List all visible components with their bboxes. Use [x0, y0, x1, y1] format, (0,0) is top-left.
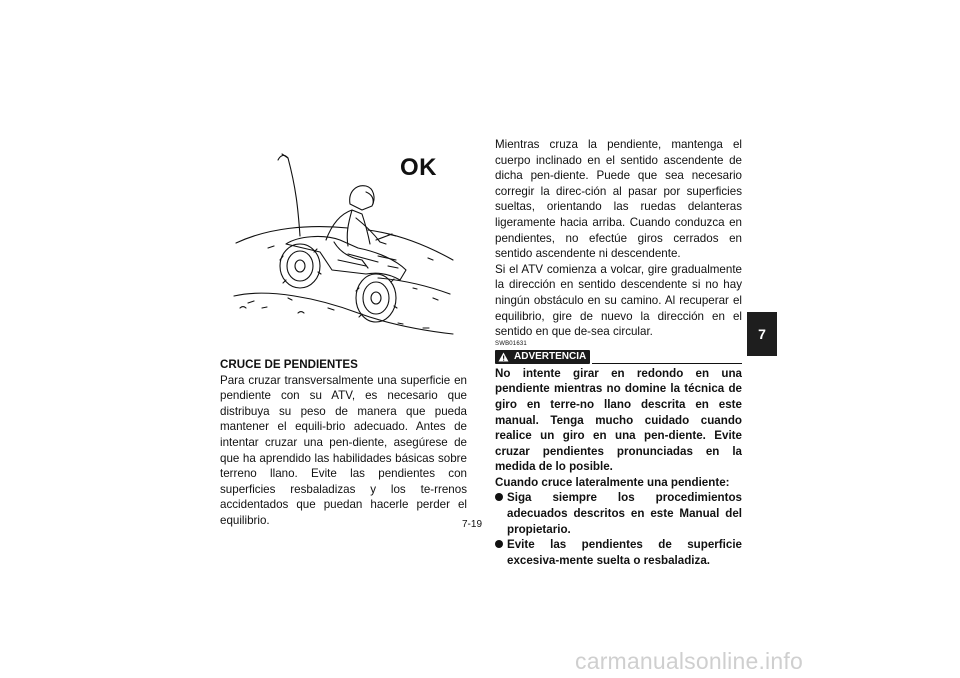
- warning-bullet-list: [495, 490, 742, 568]
- warning-label: ADVERTENCIA: [514, 350, 587, 362]
- warning-header: [495, 349, 742, 364]
- warning-rule: [592, 363, 742, 364]
- warning-badge: [495, 350, 590, 364]
- chapter-tab: [747, 312, 777, 356]
- page-number: 7-19: [462, 519, 483, 530]
- bullet-icon: [495, 540, 503, 548]
- left-column: [220, 357, 467, 529]
- warning-triangle-icon: [498, 352, 509, 362]
- warning-text: No intente girar en redondo en una pendiente mientras no domine la técnica de giro en terre-no llano descrita en este manual. Tenga mucho cuidado cuando realice un giro en una pen-diente. Evite cruzar pendientes pronunciadas en la medida de lo posible.: [495, 366, 742, 474]
- ok-label: OK: [400, 154, 437, 181]
- section-heading: CRUCE DE PENDIENTES: [220, 358, 358, 371]
- bullet-icon: [495, 493, 503, 501]
- chapter-number: 7: [758, 326, 766, 342]
- bullet-text: Evite las pendientes de superficie excesiva-mente suelta o resbaladiza.: [507, 538, 742, 567]
- list-item: [495, 537, 742, 568]
- watermark: carmanualsonline.info: [575, 648, 803, 674]
- right-paragraph-1: Mientras cruza la pendiente, mantenga el cuerpo inclinado en el sentido ascendente de dicha pen-diente. Puede que sea necesario corregir la direc-ción al pasar por superficies sueltas, orientando las ruedas delanteras ligeramente hacia arriba. Cuando conduzca en pendientes, no efectúe giros cerrados en sentido ascendente ni descendente.: [495, 138, 742, 261]
- left-body-paragraph: Para cruzar transversalmente una superficie en pendiente con su ATV, es necesario que distribuya su peso de manera que pueda mantener el equili-brio adecuado. Antes de intentar cruzar una pen-diente, asegúrese de que ha aprendido las habilidades básicas sobre terreno llano. Evite las pendientes con superficies resbaladizas y los te-rrenos accidentados que puedan hacerle perder el equilibrio.: [220, 373, 467, 527]
- bullet-text: Siga siempre los procedimientos adecuados descritos en este Manual del propietario.: [507, 491, 742, 536]
- right-column: [495, 137, 742, 568]
- list-item: [495, 490, 742, 537]
- warning-subheading: Cuando cruce lateralmente una pendiente:: [495, 475, 730, 489]
- reference-code: SWB01631: [495, 340, 527, 347]
- right-paragraph-2: Si el ATV comienza a volcar, gire gradualmente la dirección en sentido descendente si no hay ningún obstáculo en su camino. Al recuperar el equilibrio, gire de nuevo la dirección en el sentido en que de-sea circular.: [495, 262, 742, 339]
